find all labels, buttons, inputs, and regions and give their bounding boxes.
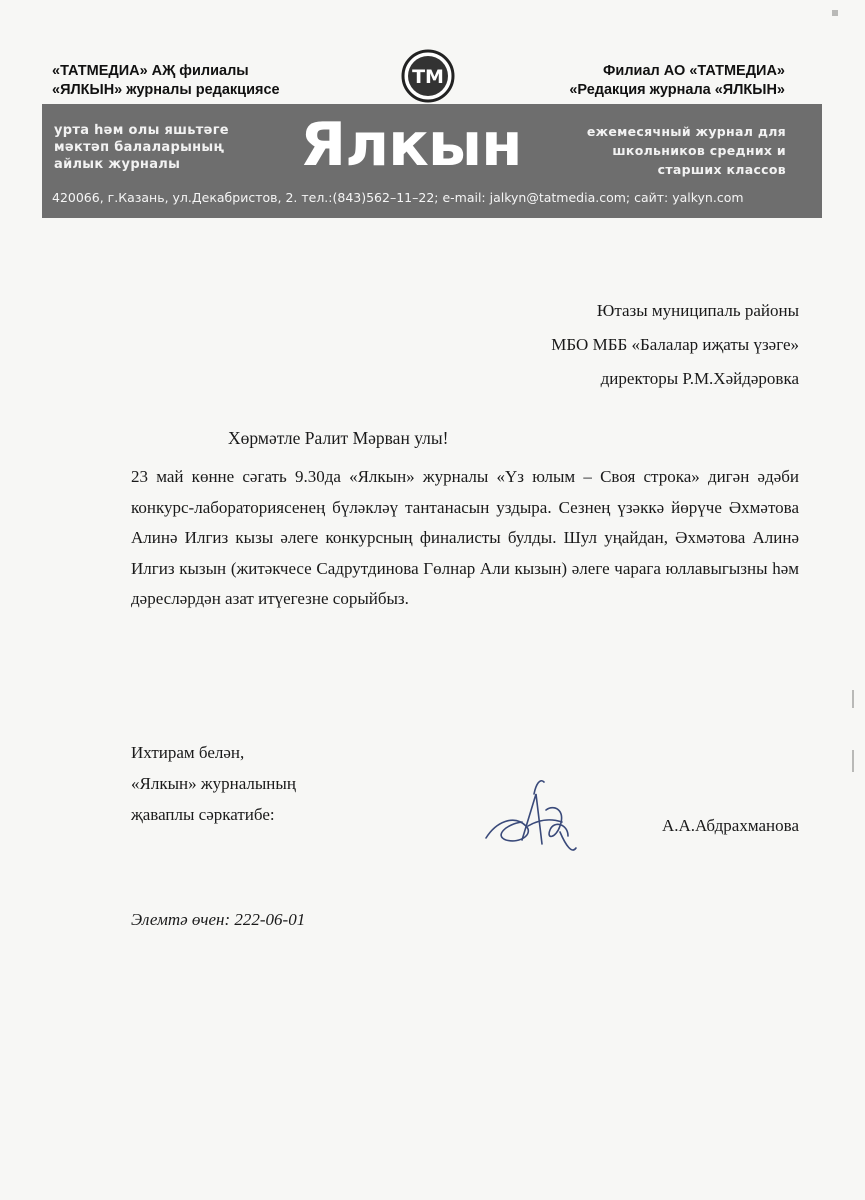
recipient-line3: директоры Р.М.Хәйдәровка xyxy=(600,369,799,388)
header-right-line1: Филиал АО «ТАТМЕДИА» xyxy=(603,63,785,79)
closing-block xyxy=(131,737,461,830)
banner-tagline-tatar xyxy=(54,122,294,173)
scan-mark xyxy=(832,10,838,16)
banner-left-line2: мәктәп балаларының xyxy=(54,140,225,155)
logo-text: ТМ xyxy=(412,66,444,88)
header-right-line2: «Редакция журнала «ЯЛКЫН» xyxy=(569,82,785,98)
header-left-line2: «ЯЛКЫН» журналы редакциясе xyxy=(52,82,280,98)
banner-right-line3: старших классов xyxy=(657,162,786,177)
header-right xyxy=(465,62,785,100)
banner-right-line1: ежемесячный журнал для xyxy=(586,124,786,139)
banner-left-line1: урта һәм олы яшьтәге xyxy=(54,123,229,138)
header-left xyxy=(52,62,352,100)
tatmedia-logo xyxy=(400,48,456,104)
greeting: Хөрмәтле Ралит Мәрван улы! xyxy=(228,428,449,448)
banner-left-line3: айлык журналы xyxy=(54,157,181,172)
handwritten-signature xyxy=(476,770,596,860)
closing-line2: «Ялкын» журналының xyxy=(131,774,296,793)
recipient-block xyxy=(379,294,799,396)
magazine-title: Ялкын xyxy=(300,110,522,180)
banner-tagline-russian xyxy=(546,122,786,179)
header-left-line1: «ТАТМЕДИА» АҖ филиалы xyxy=(52,63,249,79)
masthead-banner xyxy=(42,104,822,218)
banner-right-line2: школьников средних и xyxy=(612,143,786,158)
scan-mark xyxy=(852,750,854,772)
recipient-line2: МБО МББ «Балалар иҗаты үзәге» xyxy=(551,335,799,354)
signer-name: А.А.Абдрахманова xyxy=(661,816,799,835)
banner-contacts: 420066, г.Казань, ул.Декабристов, 2. тел.:(843)562–11–22; e-mail: jalkyn@tatmedia.com; сайт: yalkyn.com xyxy=(52,190,744,205)
letter-body: 23 май көнне сәгать 9.30да «Ялкын» журналы «Үз юлым – Своя строка» дигән әдәби конкурс-лабораториясенең бүләкләү тантанасын уздыра. Сезнең үзәккә йөрүче Әхмәтова Алинә Илгиз кызы әлеге конкурсның финалисты булды. Шул уңайдан, Әхмәтова Алинә Илгиз кызын (житәкчесе Садрутдинова Гөлнар Али кызын) әлеге чарага юллавыгызны һәм дәресләрдән азат итүегезне сорыйбыз. xyxy=(131,467,799,608)
closing-line3: җаваплы сәркатибе: xyxy=(131,805,275,824)
contact-phone: Элемтә өчен: 222-06-01 xyxy=(131,910,306,929)
closing-line1: Ихтирам белән, xyxy=(131,743,245,762)
scan-mark xyxy=(852,690,854,708)
recipient-line1: Ютазы муниципаль районы xyxy=(596,301,799,320)
